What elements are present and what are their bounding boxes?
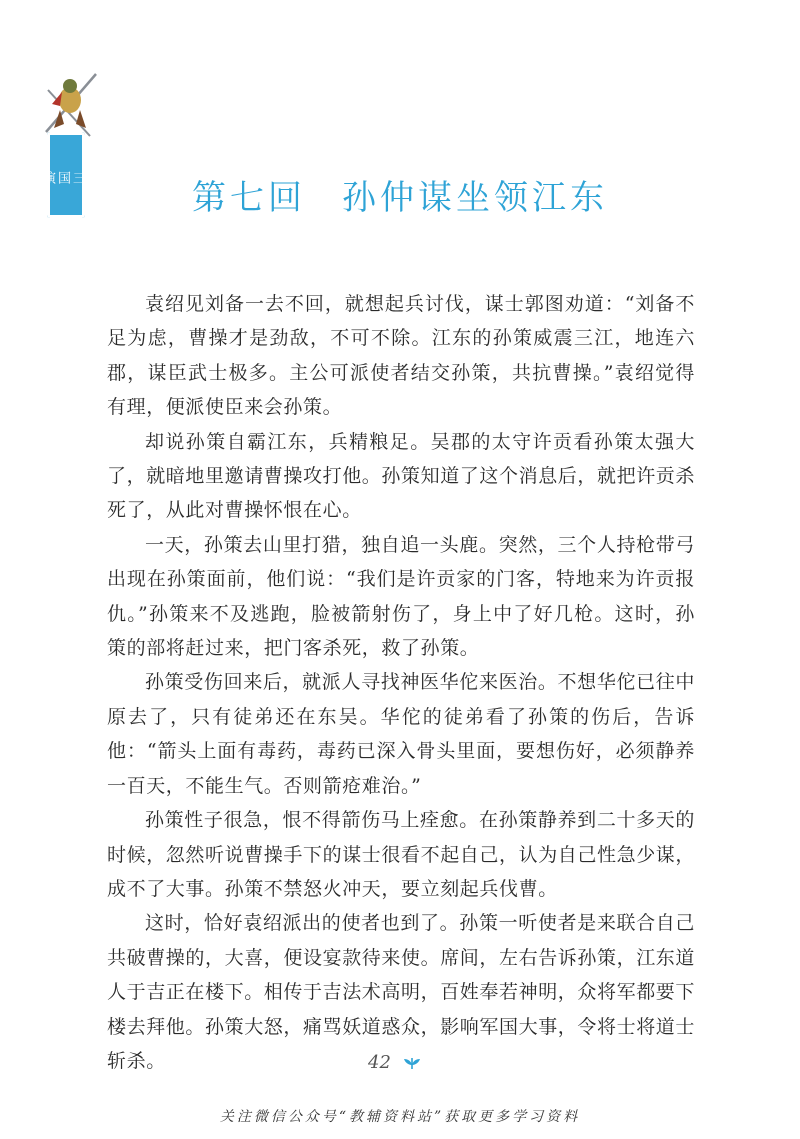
tab-char: 义 [25, 170, 40, 184]
footer-note: 关注微信公众号“教辅资料站”获取更多学习资料 [219, 1109, 581, 1125]
chapter-title: 孙仲谋坐领江东 [342, 178, 608, 218]
paragraph: 一天，孙策去山里打猎，独自追一头鹿。突然，三个人持枪带弓出现在孙策面前，他们说：“我们是许贡家的门客，特地来为许贡报仇。”孙策来不及逃跑，脸被箭射伤了，身上中了好几枪。这时，孙策的部将赶过来，把门客杀死，救了孙策。 [107, 533, 695, 660]
chapter-heading [0, 170, 800, 219]
tab-char: 国 [55, 170, 70, 184]
page-number-value: 42 [368, 1052, 391, 1073]
paragraph: 袁绍见刘备一去不回，就想起兵讨伐，谋士郭图劝道：“刘备不足为虑，曹操才是劲敌，不可不除。江东的孙策威震三江，地连六郡，谋臣武士极多。主公可派使者结交孙策，共抗曹操。”袁绍觉得有理，便派使臣来会孙策。 [107, 293, 695, 419]
tab-char: 演 [40, 170, 55, 184]
sprout-icon [403, 1056, 421, 1070]
paragraph: 孙策受伤回来后，就派人寻找神医华佗来医治。不想华佗已往中原去了，只有徒弟还在东吴。华佗的徒弟看了孙策的伤后，告诉他：“箭头上面有毒药，毒药已深入骨头里面，要想伤好，必须静养一百天，不能生气。否则箭疮难治。” [107, 671, 695, 797]
paragraph: 却说孙策自霸江东，兵精粮足。吴郡的太守许贡看孙策太强大了，就暗地里邀请曹操攻打他。孙策知道了这个消息后，就把许贡杀死了，从此对曹操怀恨在心。 [107, 430, 696, 522]
paragraph: 孙策性子很急，恨不得箭伤马上痊愈。在孙策静养到二十多天的时候，忽然听说曹操手下的谋士很看不起自己，认为自己性急少谋，成不了大事。孙策不禁怒火冲天，要立刻起兵伐曹。 [107, 809, 696, 900]
paragraph: 这时，恰好袁绍派出的使者也到了。孙策一听使者是来联合自己共破曹操的，大喜，便设宴款待来使。席间，左右告诉孙策，江东道人于吉正在楼下。相传于吉法术高明，百姓奉若神明，众将军都要下楼去拜他。孙策大怒，痛骂妖道惑众，影响军国大事，令将士将道士斩杀。 [107, 912, 696, 1072]
tab-char: 三 [70, 170, 85, 184]
page-number [368, 1052, 448, 1073]
chapter-number: 第七回 [192, 178, 306, 218]
warrior-illustration-icon [40, 70, 100, 140]
chapter-body [107, 287, 695, 1078]
